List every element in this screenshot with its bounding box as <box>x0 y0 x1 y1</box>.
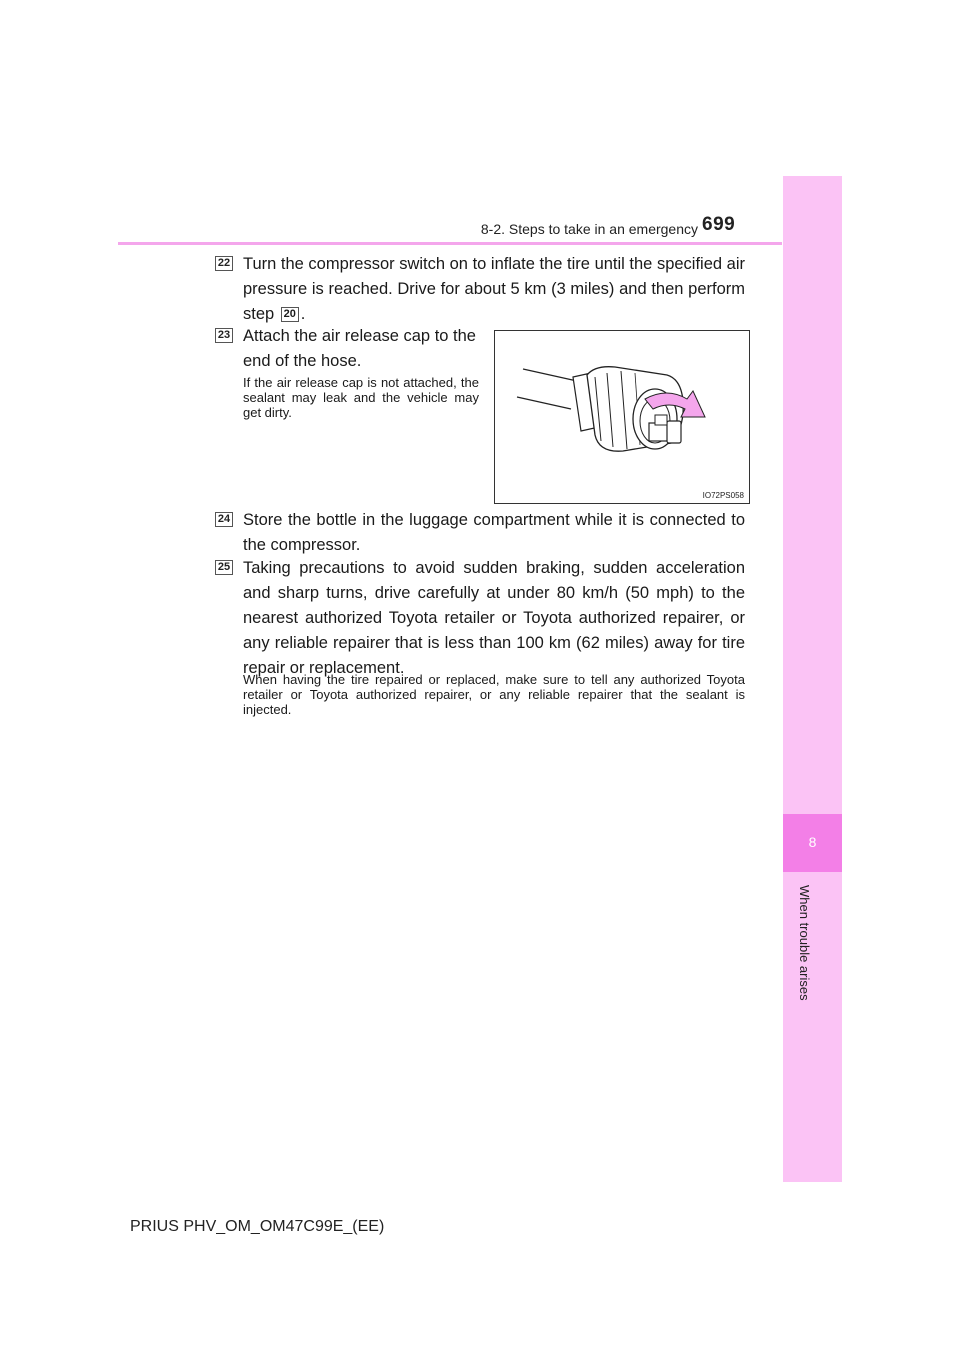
step-ref-badge: 20 <box>281 307 299 322</box>
step-22-text-end: . <box>300 305 306 323</box>
step-24-text: Store the bottle in the luggage compartment while it is connected to the compressor. <box>243 511 745 554</box>
step-22-text-main: Turn the compressor switch on to inflate the tire until the specified air pressure is reached. Drive for about 5 km (3 miles) and then perform step <box>243 255 745 323</box>
figure-code: IO72PS058 <box>702 491 744 500</box>
hose-cap-drawing <box>495 331 749 503</box>
chapter-number: 8 <box>808 834 817 850</box>
step-badge-23: 23 <box>215 328 233 343</box>
step-23-text: Attach the air release cap to the end of the hose. <box>243 327 476 370</box>
step-badge-22: 22 <box>215 256 233 271</box>
side-tab <box>783 176 842 1182</box>
step-badge-24: 24 <box>215 512 233 527</box>
chapter-title: When trouble arises <box>797 885 812 1001</box>
document-id: PRIUS PHV_OM_OM47C99E_(EE) <box>130 1218 385 1235</box>
step-25-text: Taking precautions to avoid sudden braking, sudden acceleration and sharp turns, drive carefully at under 80 km/h (50 mph) to the nearest authorized Toyota retailer or Toyota authorized repairer, or any reliable repairer that is less than 100 km (62 miles) away for tire repair or replacement. <box>243 559 745 677</box>
step-badge-25: 25 <box>215 560 233 575</box>
hose-cap-illustration <box>494 330 750 504</box>
page-number: 699 <box>702 214 736 235</box>
header-rule <box>118 242 782 245</box>
section-title: 8-2. Steps to take in an emergency <box>480 221 698 237</box>
step-23-note: If the air release cap is not attached, the sealant may leak and the vehicle may get dirty. <box>243 375 479 420</box>
step-25-note: When having the tire repaired or replaced, make sure to tell any authorized Toyota retailer or Toyota authorized repairer, or any reliable repairer that the sealant is injected. <box>243 672 745 717</box>
step-22-text <box>243 252 745 327</box>
